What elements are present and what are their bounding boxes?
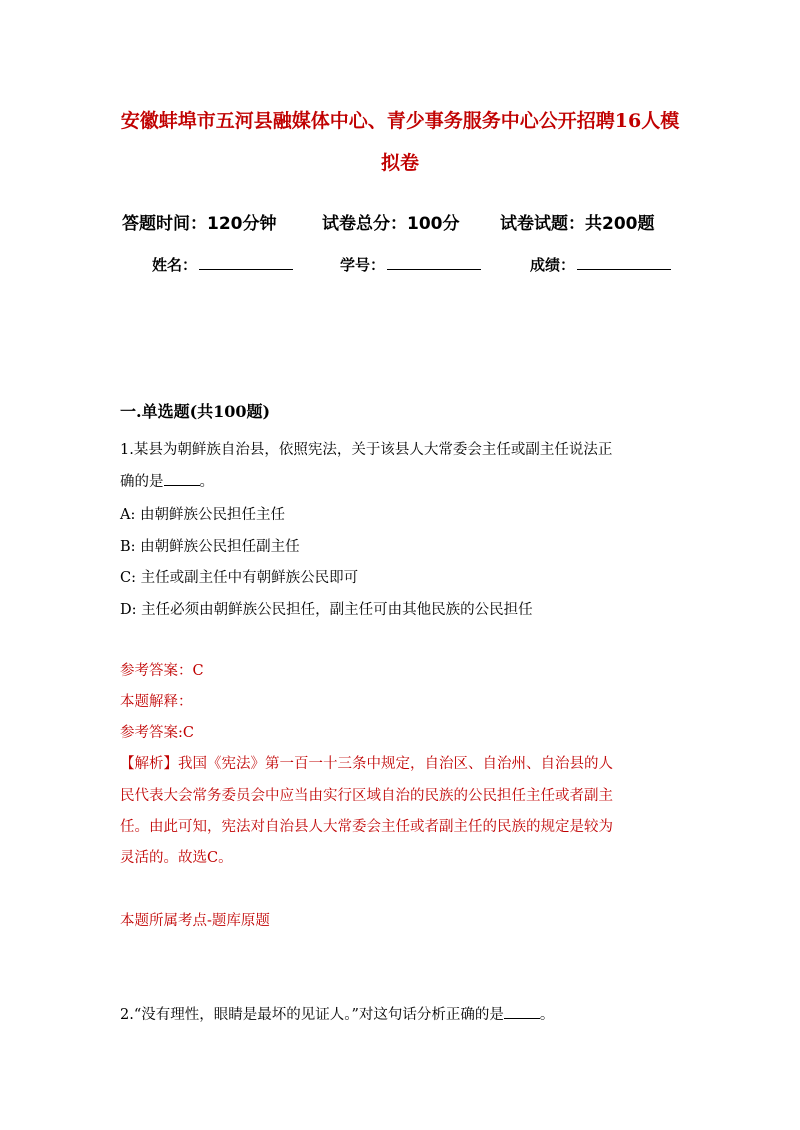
student-id-label: 学号： — [340, 256, 386, 274]
grade-blank — [577, 255, 671, 270]
student-id-blank — [387, 255, 481, 270]
question-1-analysis-line-4: 灵活的。故选C。 — [120, 850, 233, 866]
name-blank — [199, 255, 293, 270]
exam-time: 答题时间：120分钟 — [122, 214, 277, 234]
question-2-stem-suffix: 。 — [539, 1007, 555, 1023]
name-label: 姓名： — [152, 256, 198, 274]
name-field — [152, 254, 293, 275]
question-1-explain-label: 本题解释： — [120, 694, 193, 710]
question-1-stem-line-1: 1.某县为朝鲜族自治县，依照宪法，关于该县人大常委会主任或副主任说法正 — [120, 442, 613, 458]
student-id-field — [340, 254, 481, 275]
exam-question-count: 试卷试题：共200题 — [500, 214, 655, 234]
exam-info-row — [0, 209, 800, 235]
question-1-stem-prefix: 确的是 — [120, 474, 164, 490]
question-1-option-a: A: 由朝鲜族公民担任主任 — [120, 507, 285, 523]
answer-blank — [164, 473, 200, 486]
exam-title-line-2: 拟卷 — [380, 152, 419, 174]
exam-title-line-1: 安徽蚌埠市五河县融媒体中心、青少事务服务中心公开招聘16人模 — [120, 110, 680, 132]
answer-blank — [504, 1006, 540, 1019]
question-2-stem — [120, 1003, 554, 1024]
question-1-stem-suffix: 。 — [199, 474, 214, 490]
section-heading: 一.单选题(共100题) — [120, 402, 271, 421]
question-1-stem-line-2 — [120, 470, 214, 491]
question-1-answer: 参考答案：C — [120, 663, 204, 679]
grade-label: 成绩： — [530, 256, 576, 274]
student-info-row — [0, 254, 800, 278]
grade-field — [530, 254, 671, 275]
question-1-option-c: C: 主任或副主任中有朝鲜族公民即可 — [120, 570, 359, 586]
question-1-answer-repeat: 参考答案:C — [120, 725, 194, 741]
question-1-analysis-line-1: 【解析】我国《宪法》第一百一十三条中规定，自治区、自治州、自治县的人 — [120, 756, 613, 772]
question-1-option-b: B: 由朝鲜族公民担任副主任 — [120, 539, 300, 555]
question-1-analysis-line-3: 任。由此可知，宪法对自治县人大常委会主任或者副主任的民族的规定是较为 — [120, 819, 613, 835]
question-1-analysis-line-2: 民代表大会常务委员会中应当由实行区域自治的民族的公民担任主任或者副主 — [120, 788, 613, 804]
question-2-stem-prefix: 2.“没有理性，眼睛是最坏的见证人。”对这句话分析正确的是 — [120, 1007, 504, 1023]
exam-total-score: 试卷总分：100分 — [322, 214, 460, 234]
question-1-topic: 本题所属考点-题库原题 — [120, 913, 270, 929]
question-1-option-d: D: 主任必须由朝鲜族公民担任，副主任可由其他民族的公民担任 — [120, 602, 533, 618]
